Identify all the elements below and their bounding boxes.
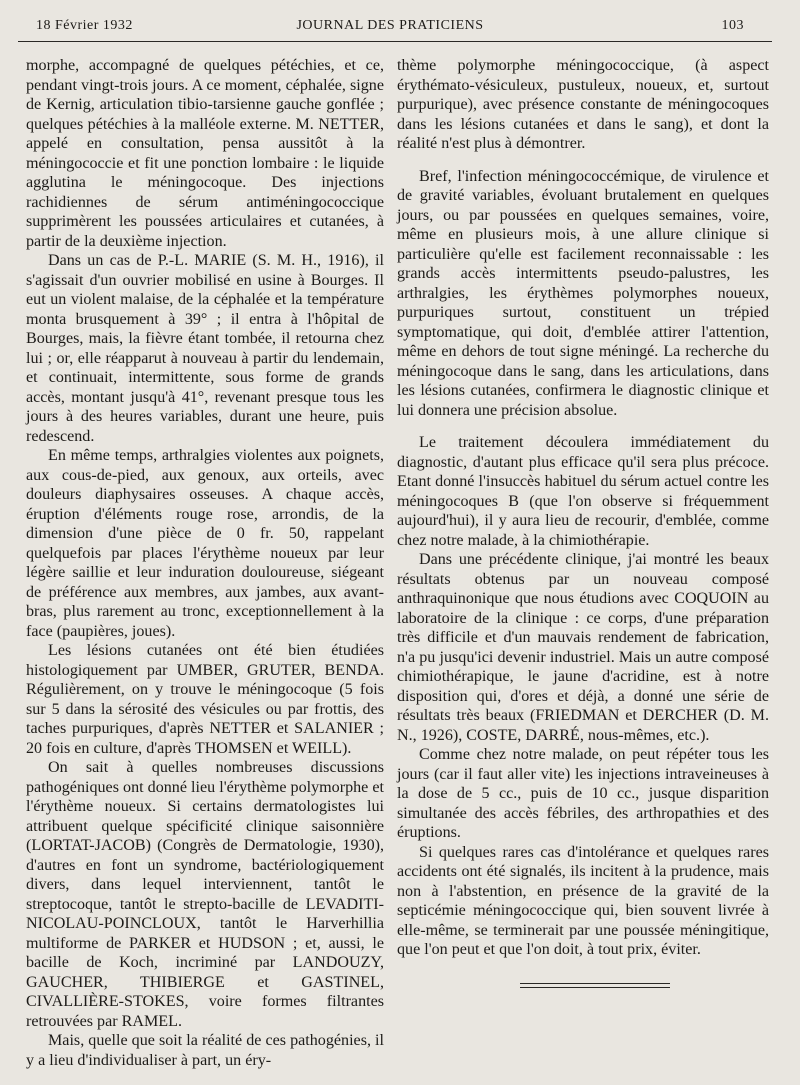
paragraph: En même temps, arthralgies violentes aux poignets, aux cous-de-pied, aux genoux, aux orteils, avec douleurs diaphysaires osseuses. A chaque accès, éruption d'éléments rouge rose, arrondis, de la dimension d'une pièce de 0 fr. 50, rappelant quelquefois par places l'érythème noueux par leur légère saillie et leur induration douloureuse, siégeant de préférence aux membres, aux jambes, aux avant-bras, plus rarement au tronc, exceptionnellement à la face (paupières, joues). [26, 447, 384, 640]
page-number: 103 [721, 18, 744, 33]
paragraph: Les lésions cutanées ont été bien étudiées histologiquement par UMBER, GRUTER, BENDA. Régulièrement, on y trouve le méningocoque (5 fois sur 5 dans la sérosité des vésicules ou par frottis, des taches purpuriques, d'après NETTER et SALANIER ; 20 fois en culture, d'après THOMSEN et WEILL). [26, 642, 384, 757]
paragraph: Dans une précédente clinique, j'ai montré les beaux résultats obtenus par un nouveau composé anthraquinonique que nous étudions avec COQUOIN au laboratoire de la clinique : ce corps, d'une préparation très difficile et d'un mauvais rendement de fabrication, n'a pu jusqu'ici devenir industriel. Mais un autre composé chimiothérapique, le jaune d'acridine, est à notre disposition qui, d'ores et déjà, a donné une série de résultats très beaux (FRIEDMAN et DERCHER (D. M. N., 1926), COSTE, DARRÉ, nous-mêmes, etc.). [397, 551, 769, 744]
journal-title: JOURNAL DES PRATICIENS [296, 18, 484, 33]
paragraph: Si quelques rares cas d'intolérance et quelques rares accidents ont été signalés, ils incitent à la prudence, mais non à l'abstention, en présence de la gravité de la septicémie méningococcique qui, bien souvent livrée à elle-même, se terminerait par une poussée méningitique, que l'on peut et que l'on doit, à tout prix, éviter. [397, 843, 769, 958]
end-of-article-rules [520, 983, 670, 988]
paragraph: thème polymorphe méningococcique, (à aspect érythémato-vésiculeux, pustuleux, noueux, et, surtout purpurique), avec présence constante de méningocoques dans les lésions cutanées et dans le sang), et dont la réalité n'est plus à démontrer. [397, 57, 769, 152]
paragraph: Le traitement découlera immédiatement du diagnostic, d'autant plus efficace qu'il sera plus précoce. Etant donné l'insuccès habituel du sérum actuel contre les méningocoques B (que l'on observe si fréquemment aujourd'hui), il y aura lieu de recourir, d'emblée, comme chez notre malade, à la chimiothérapie. [397, 434, 769, 549]
header-rule [18, 41, 772, 42]
left-column [26, 56, 384, 1070]
paragraph: Comme chez notre malade, on peut répéter tous les jours (car il faut aller vite) les injections intraveineuses à la dose de 5 cc., puis de 10 cc., jusque disparition simultanée des accès fébriles, des arthropathies et des éruptions. [397, 746, 769, 841]
right-column [397, 56, 769, 960]
running-head [36, 18, 744, 38]
issue-date: 18 Février 1932 [36, 18, 133, 33]
paragraph: Mais, quelle que soit la réalité de ces pathogénies, il y a lieu d'individualiser à part, un éry- [26, 1032, 384, 1069]
divider [520, 987, 670, 988]
paragraph: Dans un cas de P.-L. MARIE (S. M. H., 1916), il s'agissait d'un ouvrier mobilisé en usine à Bourges. Il eut un violent malaise, de la céphalée et la température monta brusquement à 39° ; il entra à l'hôpital de Bourges, mais, la fièvre étant tombée, il retourna chez lui ; or, elle réapparut à nouveau à partir du lendemain, et continuait, intermittente, sous forme de grands accès, montant jusqu'à 41°, revenant presque tous les jours à des heures variables, durant une heure, puis redescend. [26, 252, 384, 445]
paragraph: On sait à quelles nombreuses discussions pathogéniques ont donné lieu l'érythème polymorphe et l'érythème noueux. Si certains dermatologistes lui attribuent quelque spécificité clinique saisonnière (LORTAT-JACOB) (Congrès de Dermatologie, 1930), d'autres en font un syndrome, bactériologiquement divers, dans lequel interviennent, tantôt le streptocoque, tantôt le strepto-bacille de LEVADITI-NICOLAU-POINCLOUX, tantôt le Harverhillia multiforme de PARKER et HUDSON ; et, aussi, le bacille de Koch, incriminé par LANDOUZY, GAUCHER, THIBIERGE et GASTINEL, CIVALLIÈRE-STOKES, voire formes filtrantes retrouvées par RAMEL. [26, 759, 384, 1030]
paragraph: Bref, l'infection méningococcémique, de virulence et de gravité variables, évoluant brutalement en quelques jours, ou par poussées en quelques semaines, voire, même en plusieurs mois, à une allure clinique si particulière qu'elle est facilement reconnaissable : les grands accès intermittents pseudo-palustres, les arthralgies, les érythèmes polymorphes noueux, purpuriques surtout, constituent un trépied symptomatique, qui doit, d'emblée attirer l'attention, même en dehors de tout signe méningé. La recherche du méningocoque dans le sang, dans les articulations, dans les lésions cutanées, confirmera le diagnostic clinique et lui donnera une précision absolue. [397, 167, 769, 419]
paragraph: morphe, accompagné de quelques pétéchies, et ce, pendant vingt-trois jours. A ce moment, céphalée, signe de Kernig, articulation tibio-tarsienne gauche gonflée ; quelques pétéchies à la malléole externe. M. NETTER, appelé en consultation, pensa aussitôt à la méningococcie et fit une ponction lombaire : le liquide agglutina le méningocoque. Des injections rachidiennes de sérum antiméningococcique supprimèrent les poussées articulaires et cutanées, à partir de la deuxième injection. [26, 57, 384, 250]
divider [520, 983, 670, 984]
